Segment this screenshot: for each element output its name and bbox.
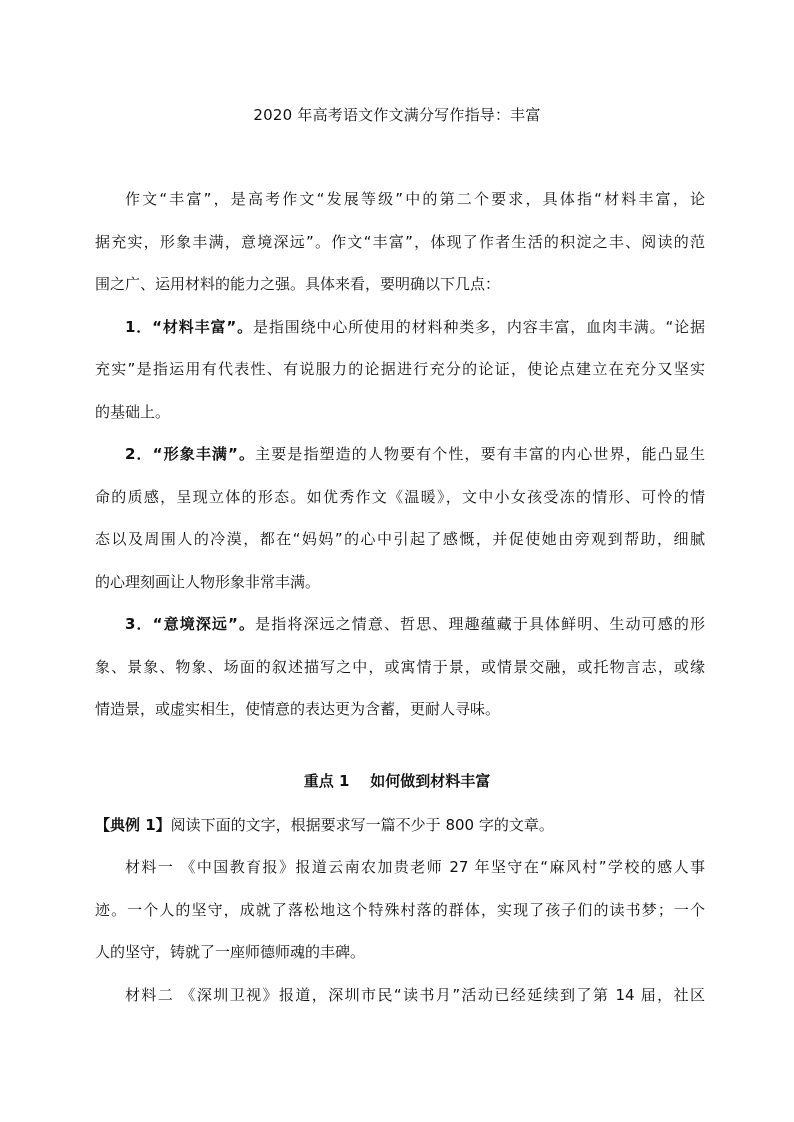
material-one-line-1: 材料一 《中国教育报》报道云南农加贵老师 27 年坚守在“麻风村”学校的感人事: [125, 858, 705, 876]
point-3-text: 是指将深远之情意、哲思、理趣蕴藏于具体鲜明、生动可感的形: [255, 615, 705, 633]
point-2-heading: 2．“形象丰满”。: [125, 445, 256, 463]
point-3-first-line: [125, 613, 705, 635]
point-2-line-4: 的心理刻画让人物形象非常丰满。: [95, 573, 321, 591]
point-1-line-3: 的基础上。: [95, 403, 171, 421]
point-2-text: 主要是指塑造的人物要有个性，要有丰富的内心世界，能凸显生: [255, 445, 705, 463]
point-2-line-3: 态以及周围人的冷漠，都在“妈妈”的心中引起了感慨，并促使她由旁观到帮助，细腻: [95, 530, 705, 548]
intro-line-1: 作文“丰富”，是高考作文“发展等级”中的第二个要求，具体指“材料丰富，论: [125, 190, 705, 208]
example-label: 【典例 1】: [95, 816, 171, 834]
point-1-heading: 1．“材料丰富”。: [125, 318, 253, 336]
example-prompt-line: [95, 814, 705, 836]
point-3-line-3: 情造景，或虚实相生，使情意的表达更为含蓄，更耐人寻味。: [95, 700, 501, 718]
intro-line-3: 围之广、运用材料的能力之强。具体来看，要明确以下几点：: [95, 275, 501, 293]
material-two-line-1: 材料二 《深圳卫视》报道，深圳市民“读书月”活动已经延续到了第 14 届，社区: [125, 986, 705, 1004]
point-1-line-2: 充实”是指运用有代表性、有说服力的论据进行充分的论证，使论点建立在充分又坚实: [95, 360, 705, 378]
point-1-first-line: [125, 316, 705, 338]
point-2-first-line: [125, 443, 705, 465]
document-title: 2020 年高考语文作文满分写作指导：丰富: [253, 106, 541, 124]
point-3-line-2: 象、景象、物象、场面的叙述描写之中，或寓情于景，或情景交融，或托物言志，或缘: [95, 658, 705, 676]
material-one-line-3: 人的坚守，铸就了一座师德师魂的丰碑。: [95, 943, 366, 961]
point-3-heading: 3．“意境深远”。: [125, 615, 256, 633]
point-1-text: 是指围绕中心所使用的材料种类多，内容丰富，血肉丰满。“论据: [252, 318, 706, 336]
material-one-line-2: 迹。一个人的坚守，成就了落松地这个特殊村落的群体，实现了孩子们的读书梦；一个: [95, 901, 705, 919]
section-heading: 重点 1 如何做到材料丰富: [303, 772, 491, 790]
point-2-line-2: 命的质感，呈现立体的形态。如优秀作文《温暖》，文中小女孩受冻的情形、可怜的情: [95, 488, 705, 506]
example-prompt: 阅读下面的文字，根据要求写一篇不少于 800 字的文章。: [170, 816, 554, 834]
intro-line-2: 据充实，形象丰满，意境深远”。作文“丰富”，体现了作者生活的积淀之丰、阅读的范: [95, 233, 705, 251]
